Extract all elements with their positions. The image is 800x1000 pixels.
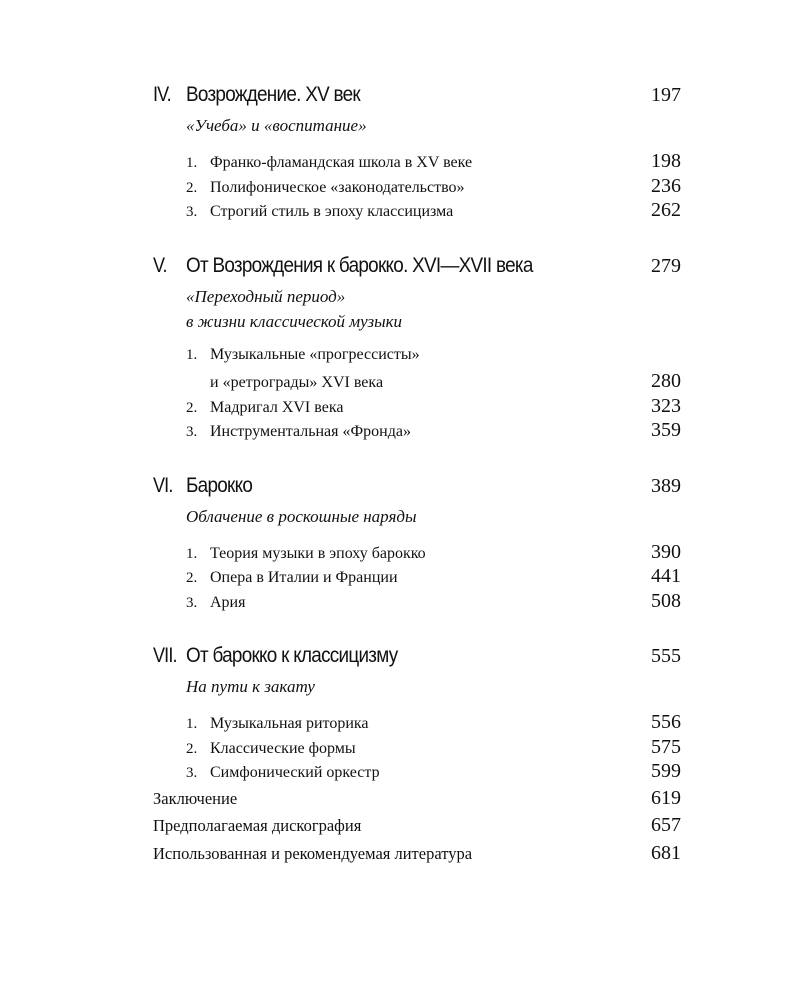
back-matter-entry (153, 814, 681, 842)
chapter-entry (153, 83, 681, 224)
section-page-number: 556 (651, 711, 681, 733)
back-matter-page-number: 681 (651, 841, 681, 864)
chapter-subtitle: «Учеба» и «воспитание» (186, 116, 367, 135)
section-page-number: 198 (651, 150, 681, 172)
back-matter-entry (153, 787, 681, 815)
back-matter-title: Использованная и рекомендуемая литература (153, 843, 473, 863)
section-entry (153, 565, 681, 590)
chapter-heading (153, 474, 681, 504)
back-matter-entry (153, 842, 681, 870)
section-title: Строгий стиль в эпоху классицизма (210, 203, 454, 220)
chapter-page-number: 389 (651, 474, 681, 497)
chapter-heading (153, 83, 681, 113)
section-number: 3. (186, 594, 198, 611)
table-of-contents (153, 83, 681, 869)
section-number: 1. (186, 545, 198, 562)
section-list (153, 711, 681, 785)
section-title: Инструментальная «Фронда» (210, 423, 411, 440)
chapter-entry (153, 254, 681, 444)
section-entry (153, 711, 681, 736)
section-list (153, 346, 681, 444)
section-entry-continuation (153, 370, 681, 395)
back-matter-title: Заключение (153, 788, 238, 808)
back-matter-page-number: 619 (651, 786, 681, 809)
section-title: Музыкальная риторика (210, 715, 369, 732)
section-entry (153, 760, 681, 785)
section-page-number: 599 (651, 760, 681, 782)
section-title: Полифоническое «законодательство» (210, 178, 465, 196)
section-title: Опера в Италии и Франции (210, 569, 398, 586)
section-list (153, 150, 681, 224)
section-entry (153, 150, 681, 175)
chapter-entry (153, 474, 681, 615)
section-page-number: 236 (651, 174, 681, 197)
chapter-subtitle: в жизни классической музыки (186, 311, 403, 331)
section-page-number: 390 (651, 540, 681, 563)
section-entry (153, 199, 681, 224)
section-number: 3. (186, 424, 198, 440)
section-title: Классические формы (210, 739, 356, 757)
chapter-number: IV. (153, 83, 171, 106)
section-page-number: 262 (651, 199, 681, 221)
section-title: Франко-фламандская школа в XV веке (210, 154, 473, 171)
section-number: 1. (186, 155, 198, 171)
section-title: и «ретрограды» XVI века (210, 374, 384, 391)
section-title: Симфонический оркестр (210, 764, 380, 781)
chapter-number: VII. (153, 644, 177, 667)
chapter-heading (153, 644, 681, 674)
chapter-page-number: 279 (651, 254, 681, 277)
section-list (153, 541, 681, 615)
chapter-heading (153, 254, 681, 284)
chapter-subtitle: На пути к закату (186, 677, 315, 696)
section-page-number: 323 (651, 394, 681, 417)
section-title: Теория музыки в эпоху барокко (210, 544, 426, 562)
chapter-subtitle: Облачение в роскошные наряды (186, 506, 417, 526)
section-title: Музыкальные «прогрессисты» (210, 345, 420, 363)
section-title: Мадригал XVI века (210, 398, 344, 416)
section-number: 3. (186, 765, 198, 781)
section-number: 2. (186, 740, 198, 757)
section-entry (153, 175, 681, 200)
chapter-title: От барокко к классицизму (186, 644, 398, 667)
section-entry (153, 590, 681, 615)
section-number: 1. (186, 716, 198, 732)
chapter-entry (153, 644, 681, 785)
section-page-number: 359 (651, 419, 681, 441)
section-number: 1. (186, 346, 198, 363)
chapter-number: V. (153, 253, 167, 277)
chapter-title: Барокко (186, 473, 253, 497)
section-entry (153, 541, 681, 566)
chapter-page-number: 555 (651, 645, 681, 667)
section-entry (153, 395, 681, 420)
chapter-title: Возрождение. XV век (186, 83, 360, 106)
section-number: 2. (186, 570, 198, 586)
back-matter-list (153, 785, 681, 870)
back-matter-title: Предполагаемая дискография (153, 816, 362, 835)
section-entry (153, 346, 681, 371)
section-title: Ария (210, 593, 246, 611)
section-page-number: 441 (651, 565, 681, 587)
chapter-number: VI. (153, 473, 173, 497)
section-number: 2. (186, 179, 198, 196)
section-entry (153, 419, 681, 444)
section-entry (153, 736, 681, 761)
section-page-number: 575 (651, 735, 681, 758)
back-matter-page-number: 657 (651, 814, 681, 836)
chapter-page-number: 197 (651, 84, 681, 106)
section-page-number: 280 (651, 370, 681, 392)
section-page-number: 508 (651, 589, 681, 612)
chapter-title: От Возрождения к барокко. XVI—XVII века (186, 253, 533, 277)
section-number: 2. (186, 399, 198, 416)
chapter-subtitle: «Переходный период» (186, 286, 346, 306)
section-number: 3. (186, 204, 198, 220)
